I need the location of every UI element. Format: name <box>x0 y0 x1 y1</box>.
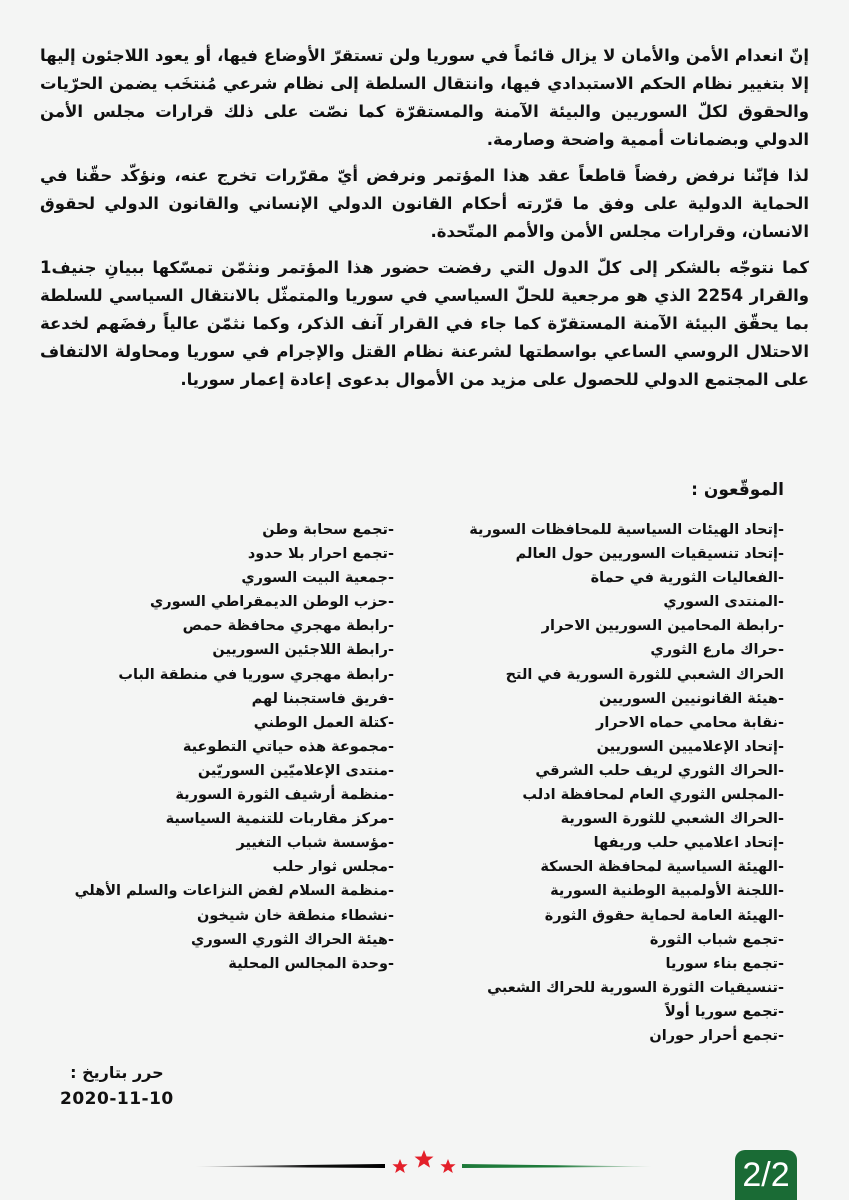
signatory-item: -حزب الوطن الديمقراطي السوري <box>149 594 394 611</box>
page-number-badge: 2/2 <box>735 1150 797 1200</box>
signatory-item: -رابطة اللاجئين السوريين <box>212 642 394 659</box>
signatory-item: -مركز مقاربات للتنمية السياسية <box>165 811 394 828</box>
signatory-item: -المجلس الثوري العام لمحافظة ادلب <box>522 787 784 804</box>
date-block <box>60 1060 174 1112</box>
signatory-item: -فريق فاستجبنا لهم <box>251 690 394 707</box>
footer-divider-green <box>462 1164 652 1168</box>
signatories-list-left <box>49 518 394 976</box>
signatory-item: -تجمع احرار بلا حدود <box>247 546 394 563</box>
date-value: 2020-11-10 <box>60 1089 174 1109</box>
signatory-item: -الهيئة العامة لحماية حقوق الثورة <box>544 907 784 924</box>
signatory-item: -تجمع سحابة وطن <box>262 522 394 538</box>
signatory-item: الحراك الشعبي للثورة السورية في التح <box>505 666 784 683</box>
signatory-item: -تجمع سوريا أولاً <box>664 1003 784 1020</box>
signatory-item: -تجمع أحرار حوران <box>649 1027 784 1044</box>
signatory-item: -تنسيقيات الثورة السورية للحراك الشعبي <box>487 979 784 996</box>
signatory-item: -نشطاء منطقة خان شيخون <box>197 907 394 924</box>
signatory-item: -هيئة القانونيين السوريين <box>599 690 784 707</box>
signatory-item: -إتحاد الهيئات السياسية للمحافظات السورية <box>469 522 784 538</box>
signatory-item: -مؤسسة شباب التغيير <box>236 835 394 852</box>
signatories-list-right <box>424 518 784 1048</box>
signatory-item: -وحدة المجالس المحلية <box>228 955 394 972</box>
signatory-item: -المنتدى السوري <box>663 594 784 611</box>
paragraph-thanks: كما نتوجّه بالشكر إلى كلّ الدول التي رفضت حضور هذا المؤتمر ونثمّن تمسّكها ببيانِ جنيف1 والقرار 2254 الذي هو مرجعية للحلّ السياسي في سوريا والمتمثّل بالانتقال السياسي للسلطة بما يحقّق البيئة الآمنة المستقرّة كما جاء في القرار آنف الذكر، وكما نثمّن عالياً رفضَهم لخدعة الاحتلال الروسي الساعي بواسطتها لشرعنة نظام القتل والإجرام في سوريا ومحاولة الالتفاف على المجتمع الدولي للحصول على مزيد من الأموال بدعوى إعادة إعمار سوريا. <box>40 258 809 389</box>
signatory-item: -مجلس ثوار حلب <box>272 859 394 876</box>
signatory-item: -كتلة العمل الوطني <box>253 714 394 731</box>
signatory-item: -هيئة الحراك الثوري السوري <box>191 931 394 948</box>
signatory-item: -إتحاد اعلاميي حلب وريفها <box>593 835 784 852</box>
signatory-item: -نقابة محامي حماه الاحرار <box>596 714 784 731</box>
signatory-item: -منظمة السلام لفض النزاعات والسلم الأهلي <box>74 883 394 900</box>
signatory-item: -إتحاد الإعلاميين السوريين <box>596 738 784 755</box>
signatories-heading: الموقّعون : <box>691 480 784 500</box>
signatory-item: -رابطة مهجري محافظة حمص <box>182 618 394 635</box>
signatory-item: -حراك مارع الثوري <box>650 642 784 659</box>
signatory-item: -تجمع شباب الثورة <box>649 931 784 948</box>
signatory-item: -منظمة أرشيف الثورة السورية <box>175 787 394 804</box>
signatory-item: -الحراك الثوري لريف حلب الشرقي <box>535 762 784 779</box>
paragraph-intro: إنّ انعدام الأمن والأمان لا يزال قائماً في سوريا ولن تستقرّ الأوضاع فيها، أو يعود اللاجئون إليها إلا بتغيير نظام الحكم الاستبدادي فيها، وانتقال السلطة إلى نظام شرعي مُنتخَب يضمن الحرّيات والحقوق لكلّ السوريين والبيئة الآمنة والمستقرّة كما نصّت على ذلك قرارات مجلس الأمن الدولي وبضمانات أممية واضحة وصارمة. <box>40 46 809 149</box>
document-body <box>40 42 809 402</box>
three-stars-icon <box>388 1148 460 1178</box>
signatory-item: -رابطة مهجري سوريا في منطقة الباب <box>118 666 394 683</box>
date-label: حرر بتاريخ : <box>70 1063 164 1082</box>
signatory-item: -مجموعة هذه حياتي التطوعية <box>182 738 394 755</box>
signatory-item: -منتدى الإعلاميّين السوريّين <box>197 762 394 779</box>
signatory-item: -إتحاد تنسيقيات السوريين حول العالم <box>515 546 784 563</box>
signatory-item: -جمعية البيت السوري <box>241 570 394 587</box>
star-icon <box>415 1150 434 1168</box>
signatory-item: -رابطة المحامين السوريين الاحرار <box>541 618 784 635</box>
signatory-item: -الفعاليات الثورية في حماة <box>590 570 784 587</box>
signatory-item: -الهيئة السياسية لمحافظة الحسكة <box>540 859 784 876</box>
star-icon <box>392 1159 407 1173</box>
star-icon <box>440 1159 455 1173</box>
signatory-item: -الحراك الشعبي للثورة السورية <box>560 811 784 828</box>
paragraph-rejection: لذا فإنّنا نرفض رفضاً قاطعاً عقد هذا المؤتمر ونرفض أيّ مقرّرات تخرج عنه، ونؤكّد حقّنا في الحماية الدولية على وفق ما قرّرته أحكام القانون الدولي الإنساني والقانون الدولي لحقوق الانسان، وقرارات مجلس الأمن والأمم المتّحدة. <box>40 166 809 241</box>
footer-divider-black <box>195 1164 385 1168</box>
signatory-item: -اللجنة الأولمبية الوطنية السورية <box>550 883 784 900</box>
signatory-item: -تجمع بناء سوريا <box>665 955 784 972</box>
